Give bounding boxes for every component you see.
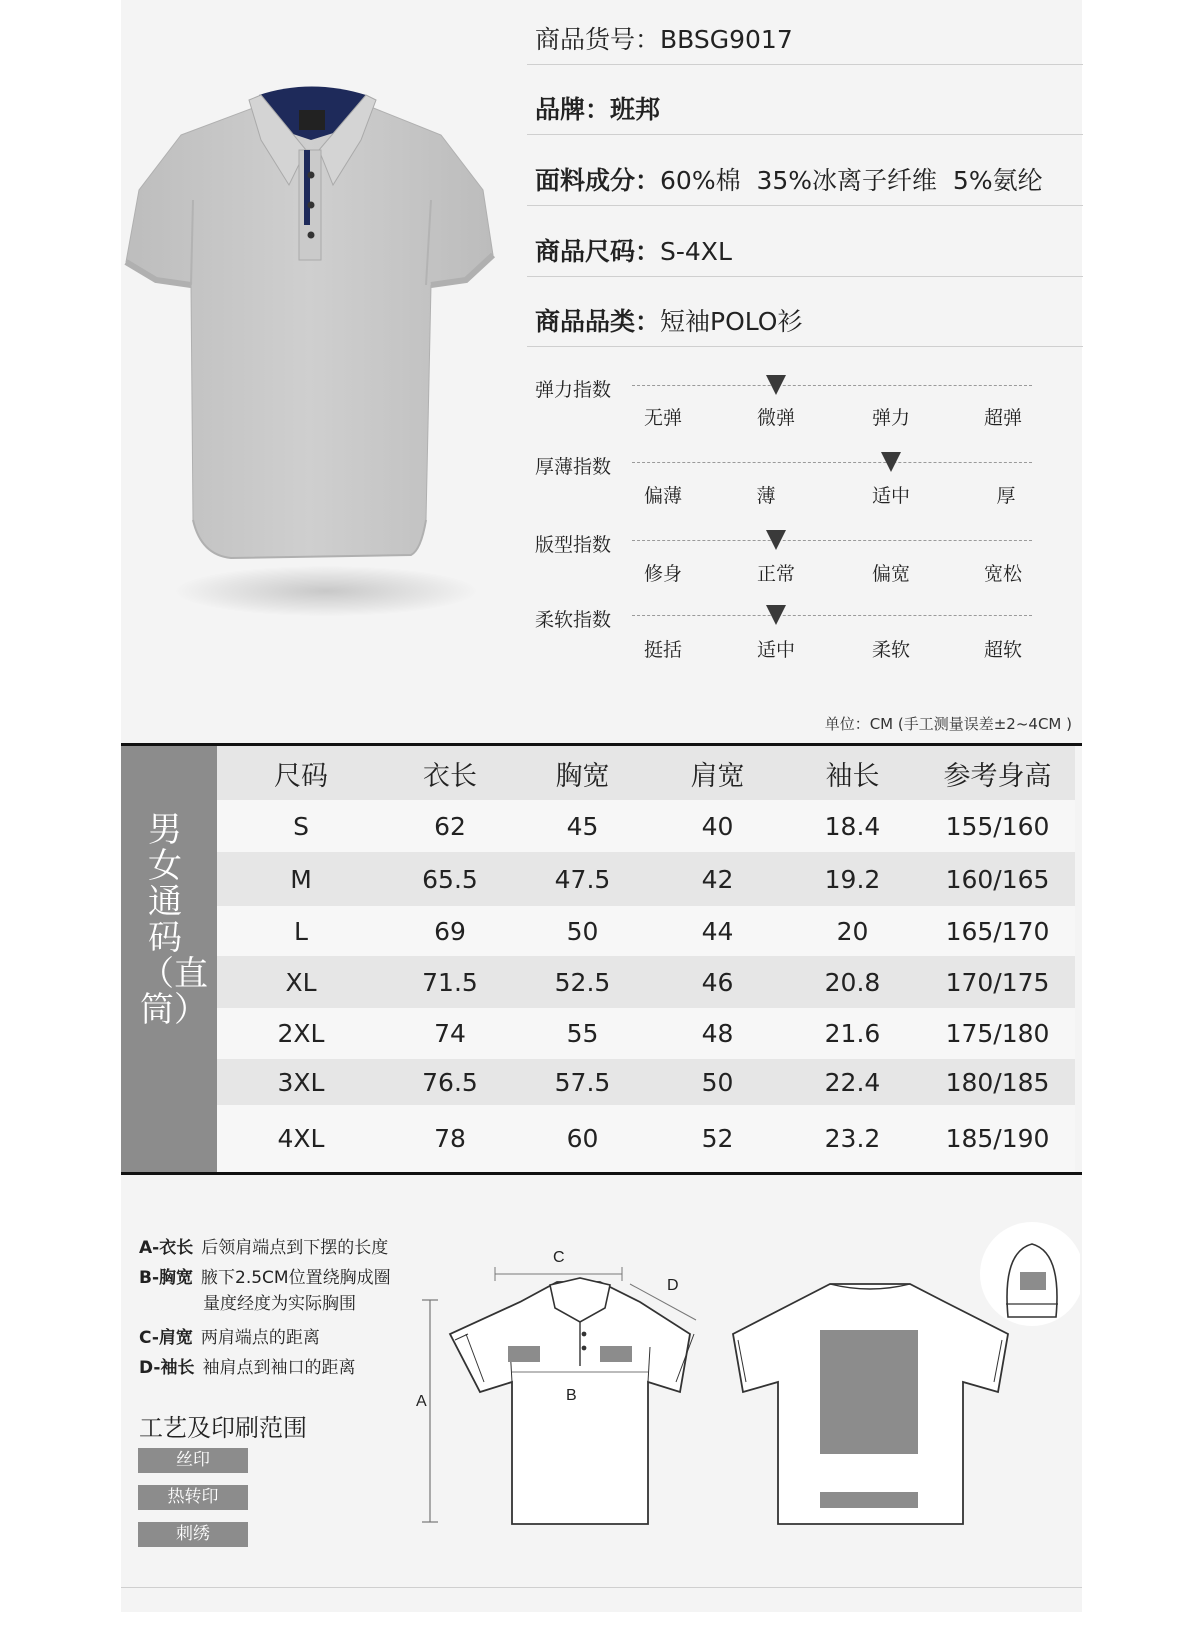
table-cell: 160/165 bbox=[945, 864, 1050, 894]
table-cell: M bbox=[290, 864, 312, 894]
brand-label: 品牌： bbox=[535, 95, 611, 124]
table-cell: 170/175 bbox=[945, 967, 1050, 997]
index-option: 厚 bbox=[996, 485, 1016, 507]
label-a: A bbox=[416, 1393, 427, 1410]
index-option: 宽松 bbox=[983, 563, 1022, 585]
fabric-label: 面料成分： bbox=[535, 166, 661, 195]
category-label: 商品品类： bbox=[535, 307, 661, 336]
table-header-cell: 袖长 bbox=[825, 760, 880, 792]
brand-value: 班邦 bbox=[610, 95, 661, 124]
definition-key: B-胸宽 bbox=[139, 1268, 194, 1288]
index-option: 正常 bbox=[756, 563, 795, 585]
index-label: 版型指数 bbox=[535, 534, 612, 556]
table-header-cell: 衣长 bbox=[423, 760, 477, 792]
index-option: 柔软 bbox=[871, 639, 910, 661]
table-cell: 69 bbox=[434, 916, 466, 946]
label-b: B bbox=[566, 1387, 577, 1404]
table-cell: 52 bbox=[701, 1124, 734, 1153]
table-cell: 74 bbox=[434, 1019, 466, 1048]
index-marker-icon bbox=[766, 375, 786, 395]
table-cell: 4XL bbox=[277, 1124, 325, 1153]
definition-a bbox=[139, 1233, 388, 1258]
table-cell: 52.5 bbox=[554, 967, 611, 997]
category-value: 短袖POLO衫 bbox=[660, 307, 803, 336]
fabric-value: 60%棉 35%冰离子纤维 5%氨纶 bbox=[660, 166, 1043, 195]
size-value: S-4XL bbox=[660, 237, 732, 266]
table-row bbox=[217, 1008, 1075, 1059]
index-option: 挺括 bbox=[643, 639, 682, 661]
table-header-cell: 尺码 bbox=[274, 760, 328, 792]
table-cell: 60 bbox=[566, 1124, 599, 1153]
table-row bbox=[217, 800, 1075, 852]
craft-tag-heat-transfer: 热转印 bbox=[138, 1485, 248, 1510]
polo-shirt-image bbox=[121, 80, 506, 640]
definition-b bbox=[139, 1263, 391, 1288]
table-cell: 19.2 bbox=[824, 864, 881, 894]
size-table bbox=[217, 746, 1075, 1172]
back-shirt-outline bbox=[733, 1284, 1008, 1524]
table-header-cell: 参考身高 bbox=[943, 760, 1052, 792]
table-cell: 42 bbox=[701, 864, 734, 894]
index-marker-icon bbox=[766, 530, 786, 550]
table-cell: 62 bbox=[434, 811, 466, 841]
table-cell: 47.5 bbox=[554, 864, 611, 894]
table-row bbox=[217, 852, 1075, 906]
info-row-category bbox=[527, 276, 1083, 347]
info-row-code bbox=[527, 20, 1083, 65]
table-cell: 20 bbox=[836, 916, 869, 946]
table-cell: 78 bbox=[434, 1124, 466, 1153]
table-cell: 180/185 bbox=[945, 1067, 1050, 1097]
table-row bbox=[217, 1105, 1075, 1172]
index-marker-icon bbox=[766, 605, 786, 625]
index-line bbox=[632, 385, 1032, 386]
table-cell: 20.8 bbox=[824, 967, 881, 997]
table-cell: 50 bbox=[701, 1067, 734, 1097]
table-row bbox=[217, 1059, 1075, 1105]
craft-tag-screen-print: 丝印 bbox=[138, 1448, 248, 1473]
table-cell: 2XL bbox=[277, 1019, 325, 1048]
index-line bbox=[632, 462, 1032, 463]
bottom-divider bbox=[121, 1587, 1082, 1588]
table-cell: 40 bbox=[701, 811, 734, 841]
definition-key: D-袖长 bbox=[139, 1358, 195, 1378]
table-cell: XL bbox=[285, 967, 317, 997]
table-cell: 65.5 bbox=[422, 864, 478, 894]
definition-text: 两肩端点的距离 bbox=[200, 1328, 320, 1348]
index-option: 修身 bbox=[643, 563, 682, 585]
table-cell: 48 bbox=[701, 1019, 734, 1048]
definition-key: C-肩宽 bbox=[139, 1328, 193, 1348]
index-line bbox=[632, 540, 1032, 541]
definition-text: 袖肩点到袖口的距离 bbox=[202, 1358, 356, 1378]
index-label: 厚薄指数 bbox=[535, 456, 612, 478]
index-option: 微弹 bbox=[756, 407, 795, 429]
table-cell: 185/190 bbox=[945, 1124, 1050, 1153]
print-area-back bbox=[820, 1330, 918, 1454]
table-cell: 76.5 bbox=[422, 1067, 478, 1097]
table-cell: 45 bbox=[566, 811, 599, 841]
info-row-brand bbox=[527, 64, 1083, 135]
table-cell: S bbox=[293, 811, 309, 841]
collar-closeup-icon bbox=[980, 1222, 1080, 1326]
index-option: 超弹 bbox=[983, 407, 1022, 429]
craft-title: 工艺及印刷范围 bbox=[139, 1414, 307, 1442]
table-row bbox=[217, 956, 1075, 1008]
table-cell: 175/180 bbox=[945, 1019, 1050, 1048]
unit-note: 单位：CM (手工测量误差±2~4CM ) bbox=[824, 715, 1072, 733]
code-label: 商品货号： bbox=[535, 25, 661, 54]
table-cell: 155/160 bbox=[945, 811, 1050, 841]
table-cell: L bbox=[294, 916, 308, 946]
table-side-label: 男女通码（直筒） bbox=[140, 810, 208, 1030]
size-label: 商品尺码： bbox=[535, 237, 661, 266]
definition-d bbox=[139, 1353, 355, 1378]
index-option: 弹力 bbox=[871, 407, 910, 429]
index-label: 弹力指数 bbox=[535, 379, 612, 401]
index-option: 适中 bbox=[871, 485, 910, 507]
definition-b-line2: 量度经度为实际胸围 bbox=[203, 1294, 356, 1314]
table-row bbox=[217, 906, 1075, 956]
print-area-collar bbox=[1020, 1272, 1046, 1290]
definition-c bbox=[139, 1323, 320, 1348]
table-cell: 46 bbox=[701, 967, 734, 997]
definition-text: 腋下2.5CM位置绕胸成圈 bbox=[201, 1268, 391, 1288]
table-cell: 71.5 bbox=[422, 967, 478, 997]
index-option: 超软 bbox=[983, 639, 1022, 661]
index-option: 薄 bbox=[756, 485, 776, 507]
definition-text: 后领肩端点到下摆的长度 bbox=[201, 1238, 389, 1258]
label-c: C bbox=[553, 1249, 565, 1266]
table-cell: 21.6 bbox=[824, 1019, 881, 1048]
table-cell: 165/170 bbox=[945, 916, 1050, 946]
index-option: 无弹 bbox=[643, 407, 682, 429]
table-cell: 55 bbox=[566, 1019, 599, 1048]
table-cell: 50 bbox=[566, 916, 599, 946]
index-option: 偏宽 bbox=[871, 563, 910, 585]
table-cell: 18.4 bbox=[824, 811, 881, 841]
table-header-cell: 肩宽 bbox=[690, 760, 745, 792]
measurement-diagram bbox=[400, 1222, 1080, 1532]
code-value: BBSG9017 bbox=[660, 25, 793, 54]
table-bottom-rule bbox=[121, 1172, 1082, 1175]
print-area-left-chest bbox=[508, 1346, 540, 1362]
print-area-back-hem bbox=[820, 1492, 918, 1508]
table-cell: 57.5 bbox=[554, 1067, 611, 1097]
definition-key: A-衣长 bbox=[139, 1238, 194, 1258]
table-cell: 22.4 bbox=[824, 1067, 881, 1097]
table-cell: 44 bbox=[701, 916, 734, 946]
index-line bbox=[632, 615, 1032, 616]
print-area-right-chest bbox=[600, 1346, 632, 1362]
table-cell: 23.2 bbox=[824, 1124, 881, 1153]
label-d: D bbox=[667, 1277, 679, 1294]
index-option: 偏薄 bbox=[643, 485, 682, 507]
craft-tag-embroidery: 刺绣 bbox=[138, 1522, 248, 1547]
table-cell: 3XL bbox=[277, 1067, 325, 1097]
index-marker-icon bbox=[881, 452, 901, 472]
table-header-cell: 胸宽 bbox=[555, 760, 610, 792]
index-option: 适中 bbox=[756, 639, 795, 661]
index-label: 柔软指数 bbox=[535, 609, 612, 631]
table-header-row bbox=[217, 746, 1075, 800]
info-row-fabric bbox=[527, 134, 1083, 206]
info-row-size bbox=[527, 205, 1083, 277]
